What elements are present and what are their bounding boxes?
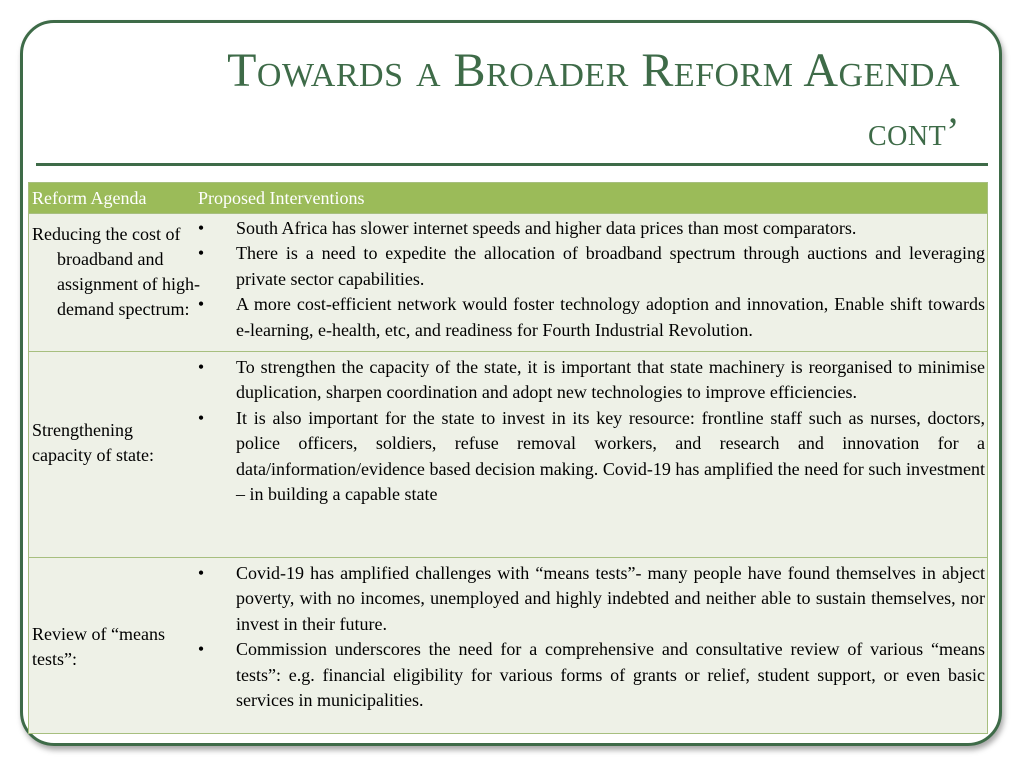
list-item: • To strengthen the capacity of the state, it is important that state machinery is reorganised to minimise duplication, sharpen coordination and adopt new technologies to improve efficiencies. xyxy=(196,355,985,406)
list-item: • It is also important for the state to invest in its key resource: frontline staff such as nurses, doctors, police officers, soldiers, refuse removal workers, and research and innovation for a data/information/evidence based decision making. Covid-19 has amplified the need for such investment – in building a capable state xyxy=(196,406,985,508)
list-item: • Covid-19 has amplified challenges with “means tests”- many people have found themselves in abject poverty, with no incomes, unemployed and highly indebted and neither able to sustain themselves, nor invest in their future. xyxy=(196,561,985,637)
bullet-icon: • xyxy=(197,639,205,660)
list-item: • A more cost-efficient network would foster technology adoption and innovation, Enable shift towards e-learning, e-health, etc, and readiness for Fourth Industrial Revolution. xyxy=(196,292,985,343)
table-row xyxy=(29,213,987,352)
list-item: • There is a need to expedite the allocation of broadband spectrum through auctions and leveraging private sector capabilities. xyxy=(196,241,985,292)
bullet-icon: • xyxy=(197,294,205,315)
bullet-icon: • xyxy=(197,218,205,238)
list-item: • South Africa has slower internet speeds and higher data prices than most comparators. xyxy=(196,216,985,241)
bullet-icon: • xyxy=(197,357,205,377)
row-agenda-label: Review of “means tests”: xyxy=(32,624,165,669)
header-reform-agenda: Reform Agenda xyxy=(32,188,147,208)
slide-title-line2: cont’ xyxy=(867,109,960,154)
row-agenda-label: Strengthening capacity of state: xyxy=(32,420,154,465)
header-proposed-interventions: Proposed Interventions xyxy=(198,188,365,208)
table-row xyxy=(29,557,987,734)
slide-title-line1: Towards a Broader Reform Agenda xyxy=(227,44,960,97)
list-item: • Commission underscores the need for a comprehensive and consultative review of various “means tests”: e.g. financial eligibility for various forms of grants or relief, student support, or even basic services in municipalities. xyxy=(196,637,985,713)
row-interventions-list xyxy=(196,216,985,343)
slide-title xyxy=(60,42,960,158)
reform-table xyxy=(28,182,988,734)
row-interventions-list xyxy=(196,355,985,507)
bullet-icon: • xyxy=(197,407,205,428)
title-divider xyxy=(36,163,988,166)
table-header-row xyxy=(29,183,987,213)
bullet-icon: • xyxy=(197,563,205,583)
row-interventions-list xyxy=(196,561,985,713)
table-row xyxy=(29,351,987,558)
bullet-icon: • xyxy=(197,243,205,264)
row-agenda-label: Reducing the cost of broadband and assignment of high-demand spectrum: xyxy=(32,224,200,319)
